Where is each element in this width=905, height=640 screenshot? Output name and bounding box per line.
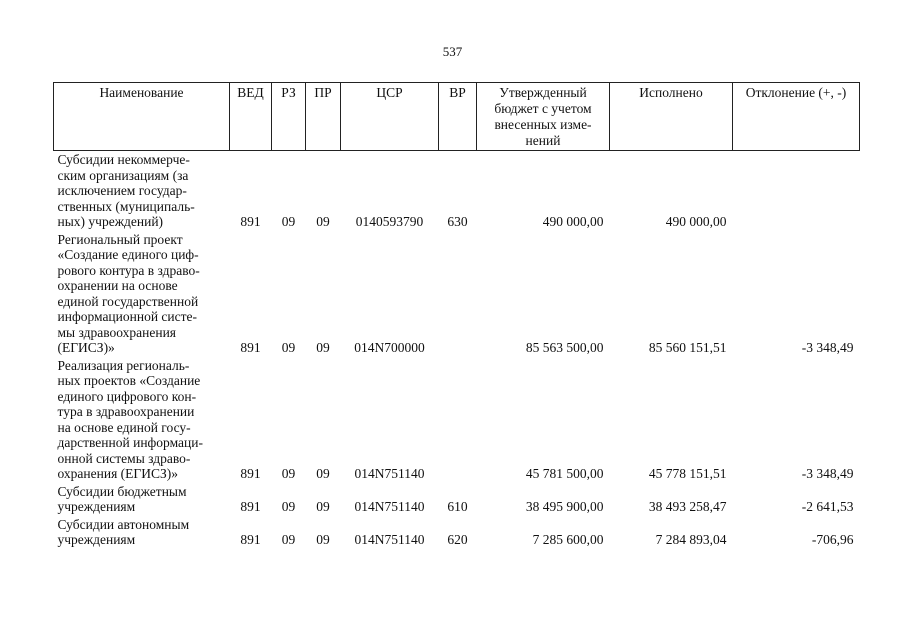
page-number: 537 [442,44,463,59]
row-budget: 7 285 600,00 [532,532,604,547]
row-csr: 014N751140 [354,466,425,481]
row-deviation: -3 348,49 [801,466,854,481]
row-ved: 891 [240,340,261,355]
row-ved: 891 [240,466,261,481]
header-row [54,83,860,151]
row-pr: 09 [316,214,330,229]
row-vr: 610 [447,499,468,514]
row-executed: 490 000,00 [665,214,727,229]
table-row [54,516,860,549]
row-rz: 09 [281,214,296,229]
row-rz: 09 [281,532,296,547]
header-vr: ВР [439,83,477,151]
row-pr: 09 [316,466,330,481]
row-budget: 490 000,00 [542,214,604,229]
row-rz: 09 [281,466,296,481]
header-rz: РЗ [272,83,306,151]
table-row [54,357,860,483]
row-name: Субсидии автономным учреждениям [57,516,190,547]
row-pr: 09 [316,499,330,514]
row-deviation [733,151,860,231]
row-budget: 85 563 500,00 [525,340,604,355]
row-pr: 09 [316,532,330,547]
row-csr: 014N751140 [354,499,425,514]
header-name: Наименование [54,83,230,151]
row-ved: 891 [240,499,261,514]
row-ved: 891 [240,532,261,547]
header-budget: Утвержденный бюджет с учетом внесенных изме-нений [477,83,610,151]
header-pr: ПР [306,83,341,151]
row-vr [439,357,477,483]
row-executed: 38 493 258,47 [648,499,727,514]
row-name: Субсидии некоммерче- ским организациям (за исключением государ- ственных (муниципаль- ных) учреждений) [57,152,195,229]
row-vr: 630 [447,214,468,229]
row-executed: 45 778 151,51 [648,466,727,481]
row-csr: 014N751140 [354,532,425,547]
row-deviation: -2 641,53 [801,499,854,514]
row-name: Субсидии бюджетным учреждениям [57,483,187,514]
row-name: Региональный проект «Создание единого циф- рового контура в здраво- охранении на основе единой государственной информационной систе- мы здравоохранения (ЕГИСЗ)» [57,231,200,355]
table-row [54,151,860,231]
row-deviation: -706,96 [811,532,854,547]
row-executed: 7 284 893,04 [655,532,727,547]
row-csr: 014N700000 [354,340,425,355]
row-pr: 09 [316,340,330,355]
row-rz: 09 [281,499,296,514]
header-executed: Исполнено [610,83,733,151]
header-deviation: Отклонение (+, -) [733,83,860,151]
row-name: Реализация региональ- ных проектов «Создание единого цифрового кон- тура в здравоохранении на основе единой госу- дарственной информаци- онной системы здраво- охранения (ЕГИСЗ)» [57,357,203,481]
table-row [54,231,860,357]
row-executed: 85 560 151,51 [648,340,727,355]
row-budget: 45 781 500,00 [525,466,604,481]
row-rz: 09 [281,340,296,355]
header-ved: ВЕД [230,83,272,151]
row-deviation: -3 348,49 [801,340,854,355]
row-ved: 891 [240,214,261,229]
row-vr: 620 [447,532,468,547]
row-vr [439,231,477,357]
row-budget: 38 495 900,00 [525,499,604,514]
budget-table [53,82,860,549]
row-csr: 0140593790 [355,214,424,229]
header-csr: ЦСР [341,83,439,151]
table-row [54,483,860,516]
